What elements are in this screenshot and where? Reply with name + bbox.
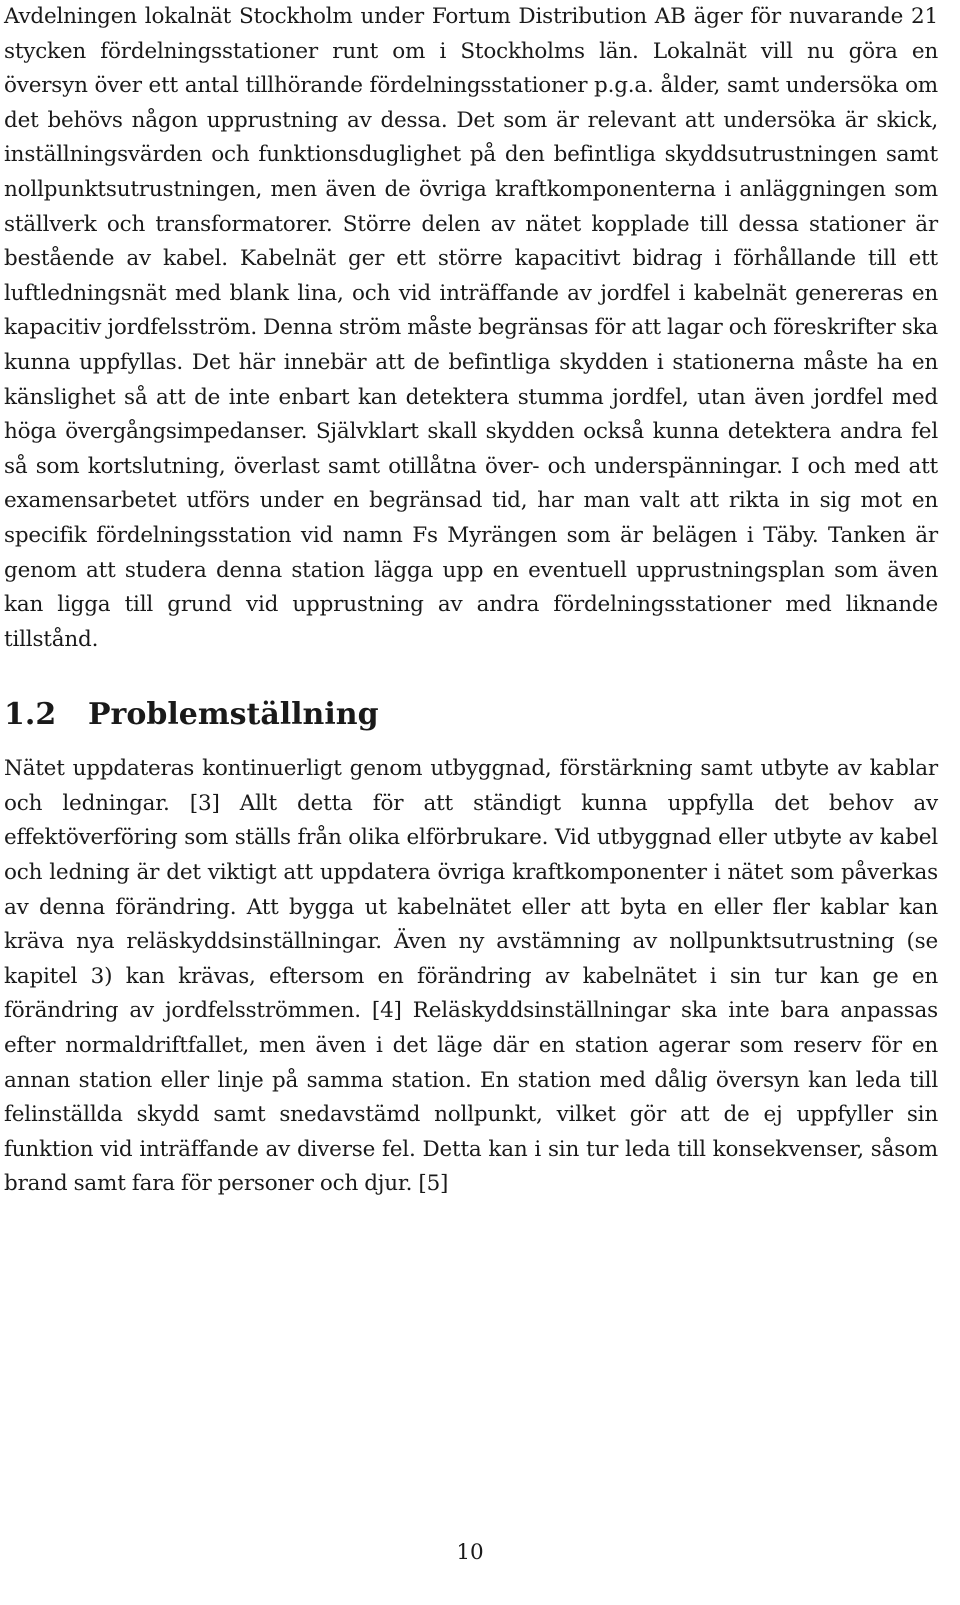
problem-paragraph: Nätet uppdateras kontinuerligt genom utbyggnad, förstärkning samt utbyte av kablar och ledningar. [3] Allt detta för att ständigt kunna uppfylla det behov av effektöverföring som ställs från olika elförbrukare. Vid utbyggnad eller utbyte av kabel och ledning är det viktigt att uppdatera övriga kraftkomponenter i nätet som påverkas av denna förändring. Att bygga ut kabelnätet eller att byta en eller fler kablar kan kräva nya reläskyddsinställningar. Även ny avstämning av nollpunktsutrustning (se kapitel 3) kan krävas, eftersom en förändring av kabelnätet i sin tur kan ge en förändring av jordfelsströmmen. [4] Reläskyddsinställningar ska inte bara anpassas efter normaldriftfallet, men även i det läge där en station agerar som reserv för en annan station eller linje på samma station. En station med dålig översyn kan leda till felinställda skydd samt snedavstämd nollpunkt, vilket gör att de ej uppfyller sin funktion vid inträffande av diverse fel. Detta kan i sin tur leda till konsekvenser, såsom brand samt fara för personer och djur. [5]	[4, 756, 938, 1197]
page-number: 10	[456, 1540, 484, 1565]
section-heading	[4, 692, 938, 738]
section-number: 1.2	[4, 697, 57, 733]
intro-paragraph: Avdelningen lokalnät Stockholm under Fortum Distribution AB äger för nuvarande 21 stycken fördelningsstationer runt om i Stockholms län. Lokalnät vill nu göra en översyn över ett antal tillhörande fördelningsstationer p.g.a. ålder, samt undersöka om det behövs någon upprustning av dessa. Det som är relevant att undersöka är skick, inställningsvärden och funktionsduglighet på den befintliga skyddsutrustningen samt nollpunktsutrustningen, men även de övriga kraftkomponenterna i anläggningen som ställverk och transformatorer. Större delen av nätet kopplade till dessa stationer är bestående av kabel. Kabelnät ger ett större kapacitivt bidrag i förhållande till ett luftledningsnät med blank lina, och vid inträffande av jordfel i kabelnät genereras en kapacitiv jordfelsström. Denna ström måste begränsas för att lagar och föreskrifter ska kunna uppfyllas. Det här innebär att de befintliga skydden i stationerna måste ha en känslighet så att de inte enbart kan detektera stumma jordfel, utan även jordfel med höga övergångsimpedanser. Självklart skall skydden också kunna detektera andra fel så som kortslutning, överlast samt otillåtna över- och underspänningar. I och med att examensarbetet utförs under en begränsad tid, har man valt att rikta in sig mot en specifik fördelningsstation vid namn Fs Myrängen som är belägen i Täby. Tanken är genom att studera denna station lägga upp en eventuell upprustningsplan som även kan ligga till grund vid upprustning av andra fördelningsstationer med liknande tillstånd.	[4, 4, 938, 652]
document-page	[4, 0, 938, 1202]
section-title: Problemställning	[88, 697, 379, 733]
